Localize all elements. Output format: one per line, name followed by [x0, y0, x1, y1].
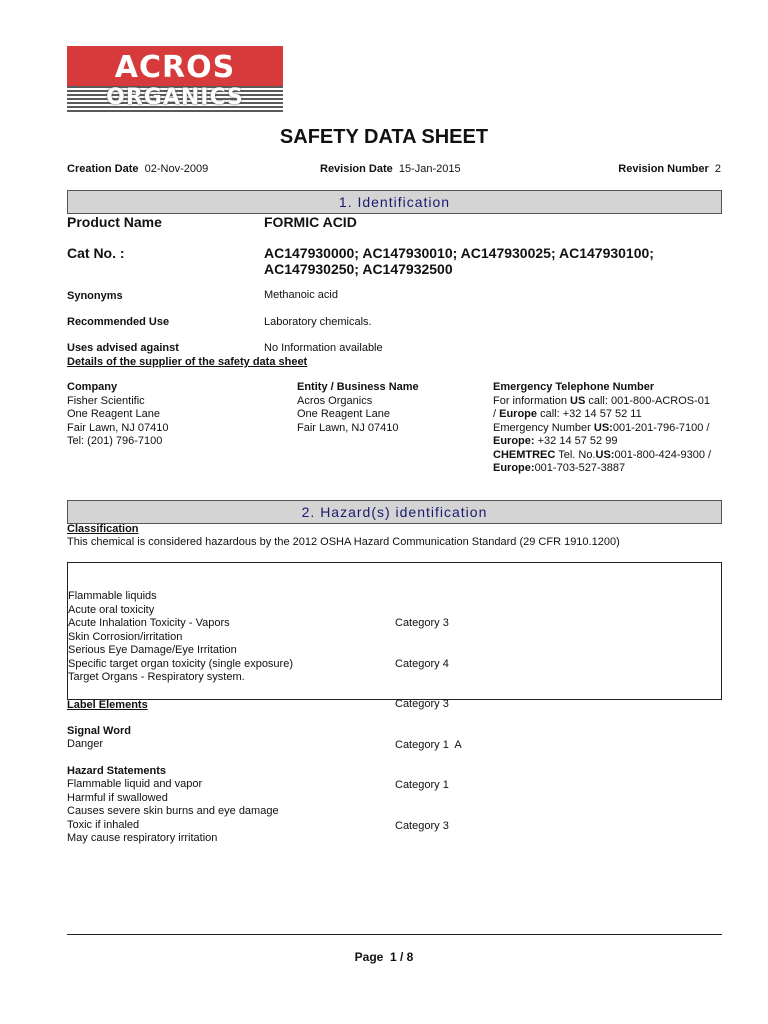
section-2-header: 2. Hazard(s) identification	[67, 500, 722, 524]
emergency-line: For information US call: 001-800-ACROS-01	[493, 394, 711, 407]
revision-number-value: 2	[714, 163, 721, 175]
hazard-name: Serious Eye Damage/Eye Irritation	[68, 644, 237, 656]
supplier-details-heading: Details of the supplier of the safety data sheet	[67, 356, 308, 368]
footer-divider	[67, 934, 722, 935]
entity-line: Fair Lawn, NJ 07410	[297, 421, 399, 434]
company-line: Fisher Scientific	[67, 394, 145, 407]
hazard-statement: Toxic if inhaled	[67, 818, 140, 831]
recommended-use-value: Laboratory chemicals.	[264, 316, 372, 328]
hazard-statement: Causes severe skin burns and eye damage	[67, 805, 279, 817]
acros-organics-logo	[67, 46, 283, 113]
page-value: 1 / 8	[390, 950, 414, 964]
entity-label: Entity / Business Name	[297, 381, 419, 393]
hazard-statements-list	[67, 778, 279, 846]
creation-date-label: Creation Date	[67, 163, 139, 175]
synonyms-label: Synonyms	[67, 290, 123, 302]
emergency-line: Europe:001-703-527-3887	[493, 462, 626, 474]
hazard-category: Category 3	[395, 617, 449, 629]
company-line: Fair Lawn, NJ 07410	[67, 421, 169, 434]
entity-block	[297, 381, 419, 435]
label-elements-heading: Label Elements	[67, 699, 148, 711]
hazard-category: Category 1	[395, 779, 449, 791]
hazard-category: Category 4	[395, 657, 449, 670]
page-number	[0, 950, 768, 964]
product-name-value: FORMIC ACID	[264, 214, 357, 230]
signal-word-label: Signal Word	[67, 725, 131, 737]
page-title: SAFETY DATA SHEET	[279, 126, 489, 148]
hazard-category: Category 1 A	[395, 738, 462, 751]
company-block	[67, 381, 169, 449]
creation-date	[67, 163, 208, 175]
target-organs: Target Organs - Respiratory system.	[68, 671, 245, 683]
revision-date	[320, 163, 461, 175]
signal-word-value: Danger	[67, 738, 104, 750]
section-1-header: 1. Identification	[67, 190, 722, 214]
hazard-name: Specific target organ toxicity (single exposure)	[68, 657, 293, 670]
company-line: Tel: (201) 796-7100	[67, 435, 163, 447]
hazard-statement: Flammable liquid and vapor	[67, 778, 203, 790]
emergency-line: CHEMTREC Tel. No.US:001-800-424-9300 /	[493, 448, 712, 461]
emergency-label: Emergency Telephone Number	[493, 381, 655, 393]
emergency-line: / Europe call: +32 14 57 52 11	[493, 408, 642, 420]
cat-no-line1: AC147930000; AC147930010; AC147930025; AC147930100;	[264, 245, 654, 261]
entity-line: One Reagent Lane	[297, 408, 390, 420]
classification-label: Classification	[67, 523, 139, 535]
hazard-name: Flammable liquids	[68, 590, 157, 602]
revision-date-value: 15-Jan-2015	[398, 163, 461, 175]
logo-line1: ACROS	[114, 50, 236, 85]
hazard-statement: May cause respiratory irritation	[67, 832, 218, 844]
revision-date-label: Revision Date	[320, 163, 393, 175]
hazard-name: Acute Inhalation Toxicity - Vapors	[68, 617, 230, 629]
hazard-names	[68, 590, 293, 685]
recommended-use-label: Recommended Use	[67, 316, 170, 328]
revision-number	[618, 163, 721, 175]
emergency-line: Europe: +32 14 57 52 99	[493, 435, 618, 447]
hazard-statement: Harmful if swallowed	[67, 791, 168, 804]
hazard-category: Category 3	[395, 819, 449, 832]
uses-advised-against-label: Uses advised against	[67, 342, 179, 354]
page-label: Page	[354, 950, 384, 964]
emergency-block	[493, 381, 728, 476]
company-label: Company	[67, 381, 118, 393]
cat-no-label: Cat No. :	[67, 245, 125, 261]
hazard-name: Acute oral toxicity	[68, 603, 155, 616]
hazard-category: Category 3	[395, 698, 449, 710]
synonyms-value: Methanoic acid	[264, 289, 338, 301]
uses-advised-against-value: No Information available	[264, 342, 383, 354]
product-name-label: Product Name	[67, 214, 162, 230]
company-line: One Reagent Lane	[67, 408, 160, 420]
emergency-line: Emergency Number US:001-201-796-7100 /	[493, 421, 710, 434]
revision-number-label: Revision Number	[618, 163, 709, 175]
creation-date-value: 02-Nov-2009	[144, 163, 209, 175]
classification-text: This chemical is considered hazardous by the 2012 OSHA Hazard Communication Standard (29 CFR 1910.1200)	[67, 536, 620, 548]
entity-line: Acros Organics	[297, 394, 373, 407]
hazard-name: Skin Corrosion/irritation	[68, 630, 183, 643]
hazard-statements-label: Hazard Statements	[67, 765, 167, 777]
logo-line2: ORGANICS	[106, 85, 244, 110]
hazard-categories	[395, 590, 462, 847]
cat-no-line2: AC147930250; AC147932500	[264, 261, 453, 277]
